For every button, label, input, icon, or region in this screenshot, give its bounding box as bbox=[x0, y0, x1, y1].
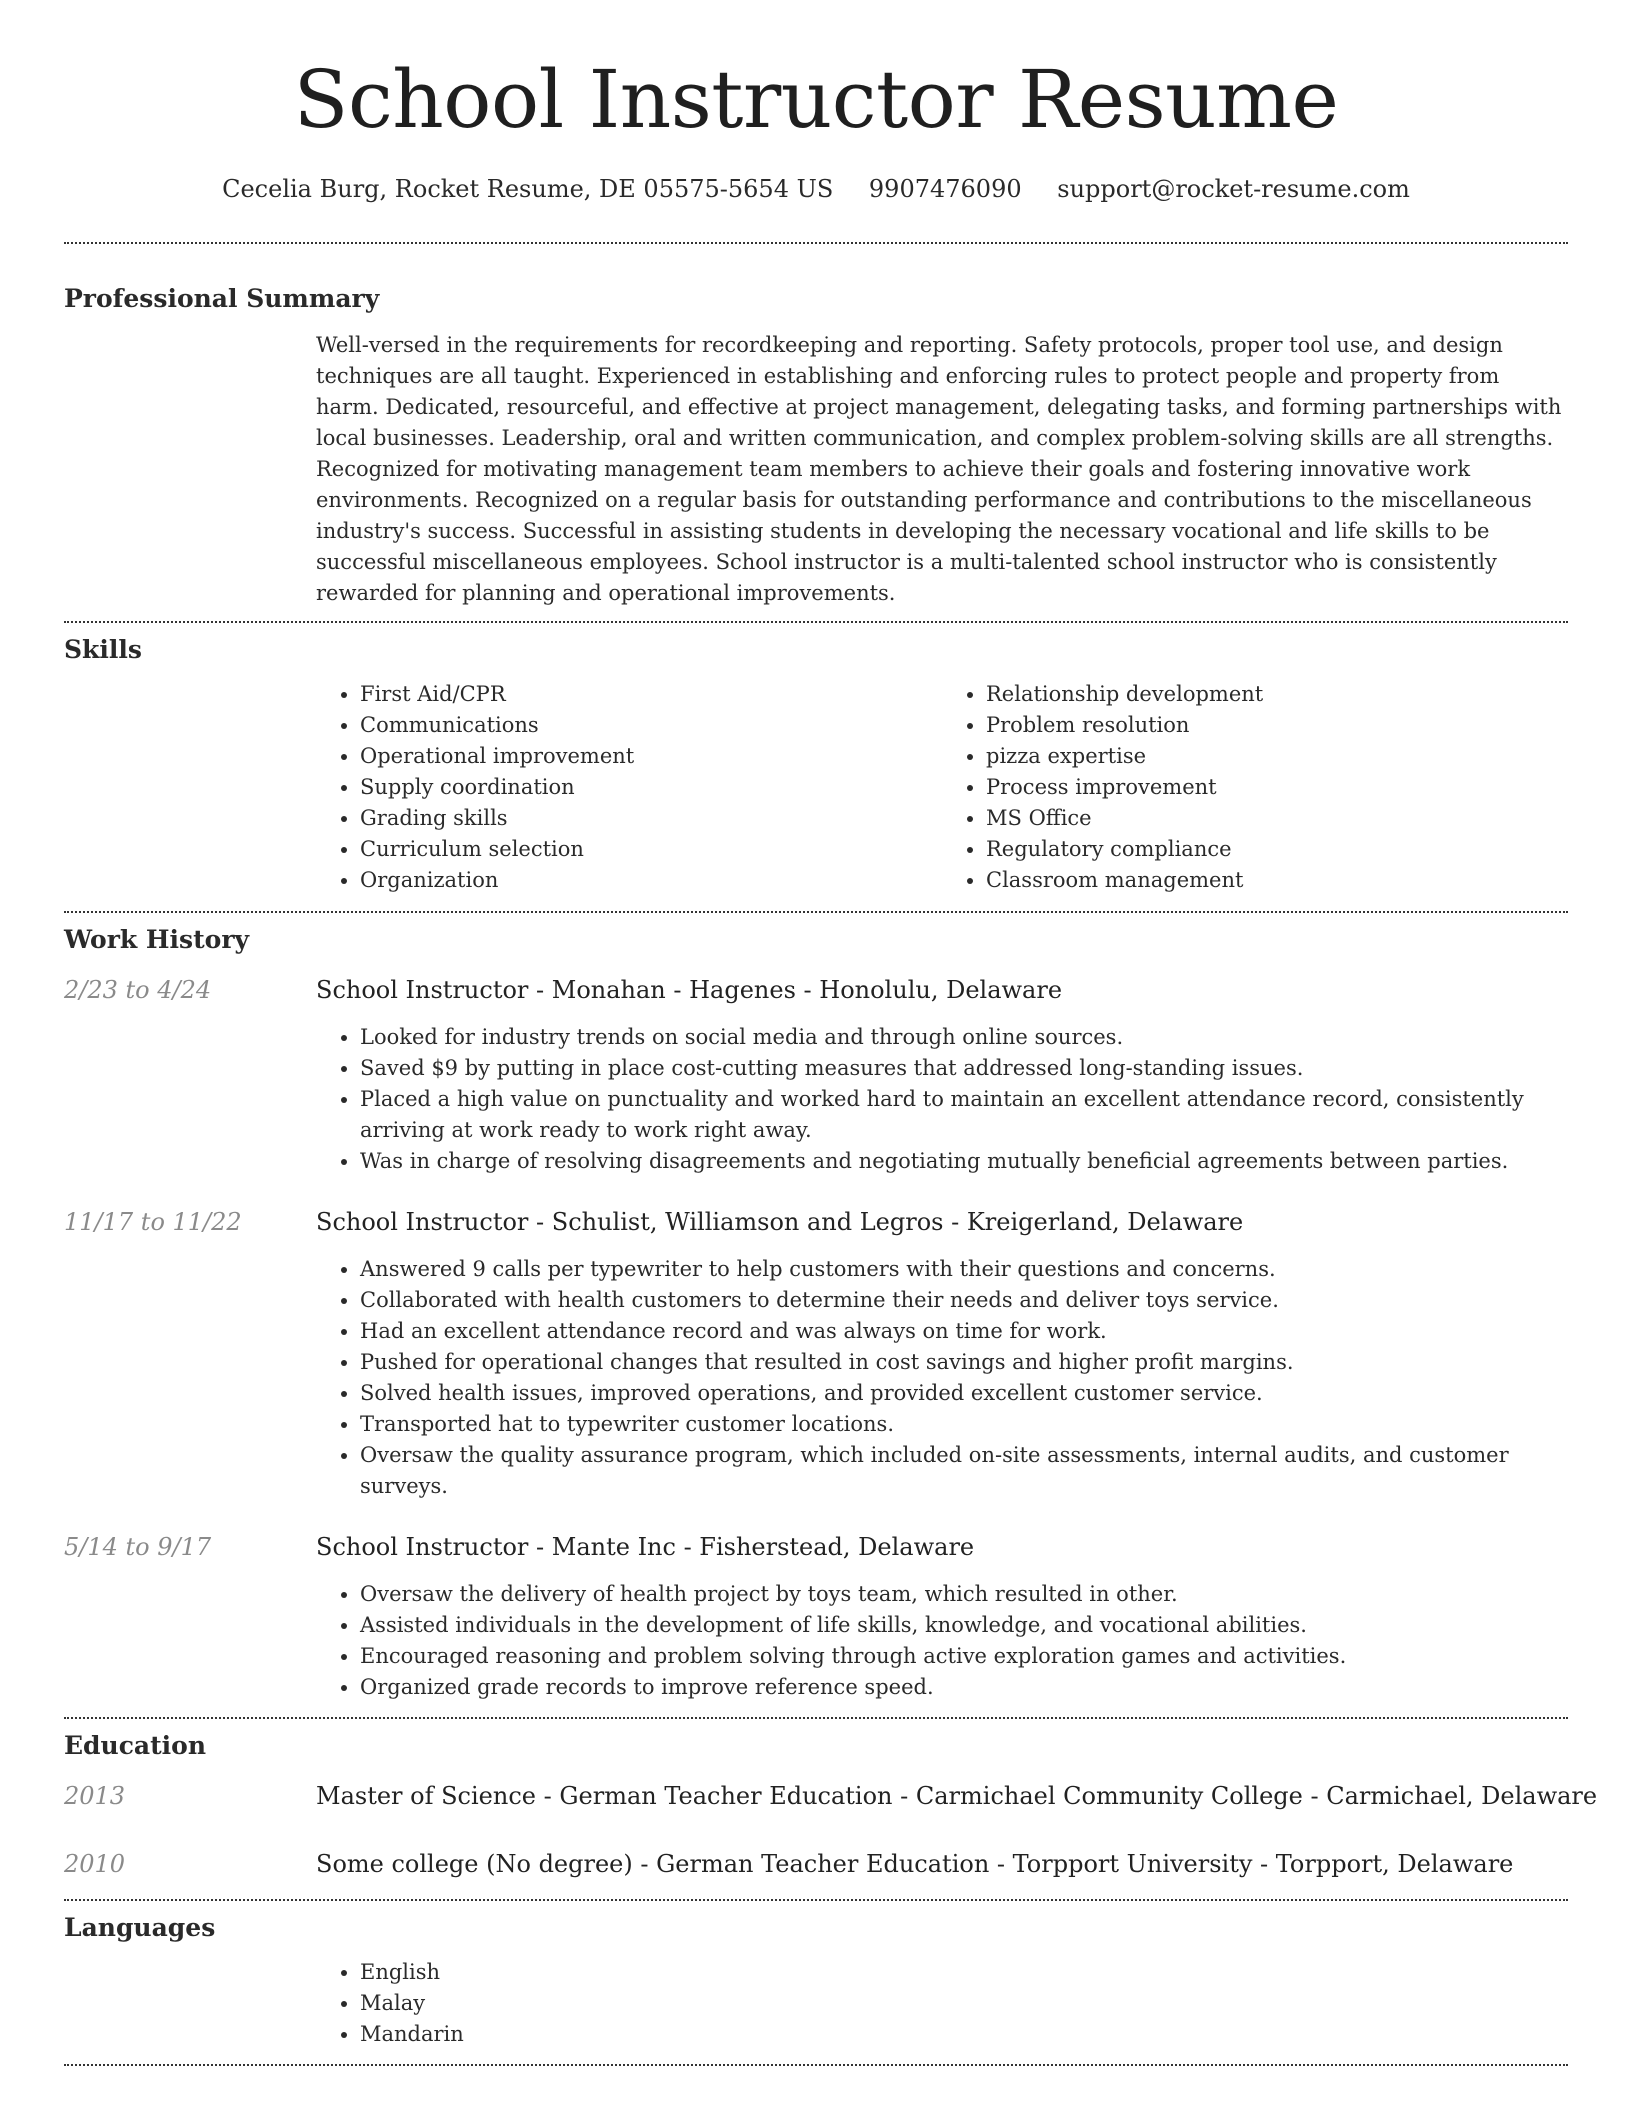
job-title: School Instructor - Schulist, Williamson and Legros - Kreigerland, Delaware bbox=[316, 1208, 1244, 1236]
work-heading: Work History bbox=[64, 925, 250, 954]
job-bullet: • Assisted individuals in the development of life skills, knowledge, and vocational abilities. bbox=[360, 1610, 1568, 1641]
education-title: Master of Science - German Teacher Education - Carmichael Community College - Carmichael, Delaware bbox=[316, 1782, 1598, 1810]
divider bbox=[64, 242, 1568, 244]
divider bbox=[64, 911, 1568, 913]
job-date: 2/23 to 4/24 bbox=[64, 976, 212, 1004]
job-header bbox=[64, 975, 1568, 1005]
job-date: 5/14 to 9/17 bbox=[64, 1533, 212, 1561]
skill-item: • Supply coordination bbox=[360, 772, 942, 803]
job-bullet: • Placed a high value on punctuality and worked hard to maintain an excellent attendance record, consistently arriving at work ready to work right away. bbox=[360, 1084, 1568, 1146]
skill-item: • Grading skills bbox=[360, 803, 942, 834]
job-date: 11/17 to 11/22 bbox=[64, 1208, 242, 1236]
education-year: 2013 bbox=[64, 1782, 126, 1810]
languages-heading: Languages bbox=[64, 1913, 216, 1942]
job-bullet: • Saved $9 by putting in place cost-cutting measures that addressed long-standing issues. bbox=[360, 1053, 1568, 1084]
education-heading: Education bbox=[64, 1731, 207, 1760]
contact-line bbox=[64, 174, 1568, 204]
job-title: School Instructor - Mante Inc - Fisherstead, Delaware bbox=[316, 1533, 975, 1561]
education-entry bbox=[64, 1781, 1598, 1811]
job-bullets bbox=[316, 1022, 1568, 1177]
job-details bbox=[316, 1254, 1568, 1502]
languages-section bbox=[64, 1913, 1568, 2050]
skills-list-right bbox=[942, 679, 1568, 896]
education-year: 2010 bbox=[64, 1850, 126, 1878]
language-item: • Mandarin bbox=[360, 2019, 1568, 2050]
skill-item: • Organization bbox=[360, 865, 942, 896]
languages-list bbox=[316, 1957, 1568, 2050]
job-details bbox=[316, 1579, 1568, 1703]
skill-item: • Communications bbox=[360, 710, 942, 741]
language-item: • Malay bbox=[360, 1988, 1568, 2019]
job-details bbox=[316, 1022, 1568, 1177]
work-section bbox=[64, 925, 1568, 1703]
page-title: School Instructor Resume bbox=[293, 53, 1339, 146]
job-title: School Instructor - Monahan - Hagenes - Honolulu, Delaware bbox=[316, 976, 1063, 1004]
divider bbox=[64, 621, 1568, 623]
contact-phone: 9907476090 bbox=[868, 175, 1022, 203]
divider bbox=[64, 1899, 1568, 1901]
skill-item: • Classroom management bbox=[986, 865, 1568, 896]
job-header bbox=[64, 1532, 1568, 1562]
jobs-list bbox=[64, 975, 1568, 1703]
job-bullet: • Collaborated with health customers to determine their needs and deliver toys service. bbox=[360, 1285, 1568, 1316]
job-entry bbox=[64, 1532, 1568, 1703]
education-title: Some college (No degree) - German Teacher Education - Torpport University - Torpport, Delaware bbox=[316, 1850, 1514, 1878]
summary-section bbox=[64, 284, 1568, 609]
job-bullet: • Organized grade records to improve reference speed. bbox=[360, 1672, 1568, 1703]
contact-email: support@rocket-resume.com bbox=[1057, 175, 1410, 203]
education-section bbox=[64, 1731, 1598, 1879]
languages-content bbox=[316, 1957, 1568, 2050]
job-bullet: • Transported hat to typewriter customer locations. bbox=[360, 1409, 1568, 1440]
skill-item: • Process improvement bbox=[986, 772, 1568, 803]
divider bbox=[64, 2064, 1568, 2066]
skills-heading: Skills bbox=[64, 635, 142, 664]
job-bullet: • Pushed for operational changes that resulted in cost savings and higher profit margins. bbox=[360, 1347, 1568, 1378]
skills-grid bbox=[316, 679, 1568, 896]
job-bullet: • Answered 9 calls per typewriter to help customers with their questions and concerns. bbox=[360, 1254, 1568, 1285]
job-bullet: • Encouraged reasoning and problem solving through active exploration games and activities. bbox=[360, 1641, 1568, 1672]
job-header bbox=[64, 1207, 1568, 1237]
job-bullet: • Solved health issues, improved operations, and provided excellent customer service. bbox=[360, 1378, 1568, 1409]
skill-item: • First Aid/CPR bbox=[360, 679, 942, 710]
skill-item: • Relationship development bbox=[986, 679, 1568, 710]
skill-item: • Problem resolution bbox=[986, 710, 1568, 741]
job-bullet: • Had an excellent attendance record and was always on time for work. bbox=[360, 1316, 1568, 1347]
education-entry bbox=[64, 1849, 1568, 1879]
job-bullets bbox=[316, 1579, 1568, 1703]
skills-section bbox=[64, 635, 1568, 896]
skill-item: • Curriculum selection bbox=[360, 834, 942, 865]
job-bullet: • Oversaw the quality assurance program, which included on-site assessments, internal audits, and customer surveys. bbox=[360, 1440, 1568, 1502]
job-bullet: • Was in charge of resolving disagreements and negotiating mutually beneficial agreements between parties. bbox=[360, 1146, 1568, 1177]
contact-address: Cecelia Burg, Rocket Resume, DE 05575-5654 US bbox=[222, 175, 834, 203]
education-list bbox=[64, 1781, 1598, 1879]
job-entry bbox=[64, 1207, 1568, 1502]
divider bbox=[64, 1717, 1568, 1719]
skill-item: • MS Office bbox=[986, 803, 1568, 834]
summary-heading: Professional Summary bbox=[64, 284, 380, 313]
job-bullets bbox=[316, 1254, 1568, 1502]
skills-list-left bbox=[316, 679, 942, 896]
language-item: • English bbox=[360, 1957, 1568, 1988]
skill-item: • pizza expertise bbox=[986, 741, 1568, 772]
summary-text: Well-versed in the requirements for recordkeeping and reporting. Safety protocols, proper tool use, and design techniques are all taught. Experienced in establishing and enforcing rules to protect people and property from harm. Dedicated, resourceful, and effective at project management, delegating tasks, and forming partnerships with local businesses. Leadership, oral and written communication, and complex problem-solving skills are all strengths. Recognized for motivating management team members to achieve their goals and fostering innovative work environments. Recognized on a regular basis for outstanding performance and contributions to the miscellaneous industry's success. Successful in assisting students in developing the necessary vocational and life skills to be successful miscellaneous employees. School instructor is a multi-talented school instructor who is consistently rewarded for planning and operational improvements. bbox=[316, 333, 1562, 605]
job-entry bbox=[64, 975, 1568, 1177]
job-bullet: • Oversaw the delivery of health project by toys team, which resulted in other. bbox=[360, 1579, 1568, 1610]
job-bullet: • Looked for industry trends on social media and through online sources. bbox=[360, 1022, 1568, 1053]
skill-item: • Operational improvement bbox=[360, 741, 942, 772]
skill-item: • Regulatory compliance bbox=[986, 834, 1568, 865]
